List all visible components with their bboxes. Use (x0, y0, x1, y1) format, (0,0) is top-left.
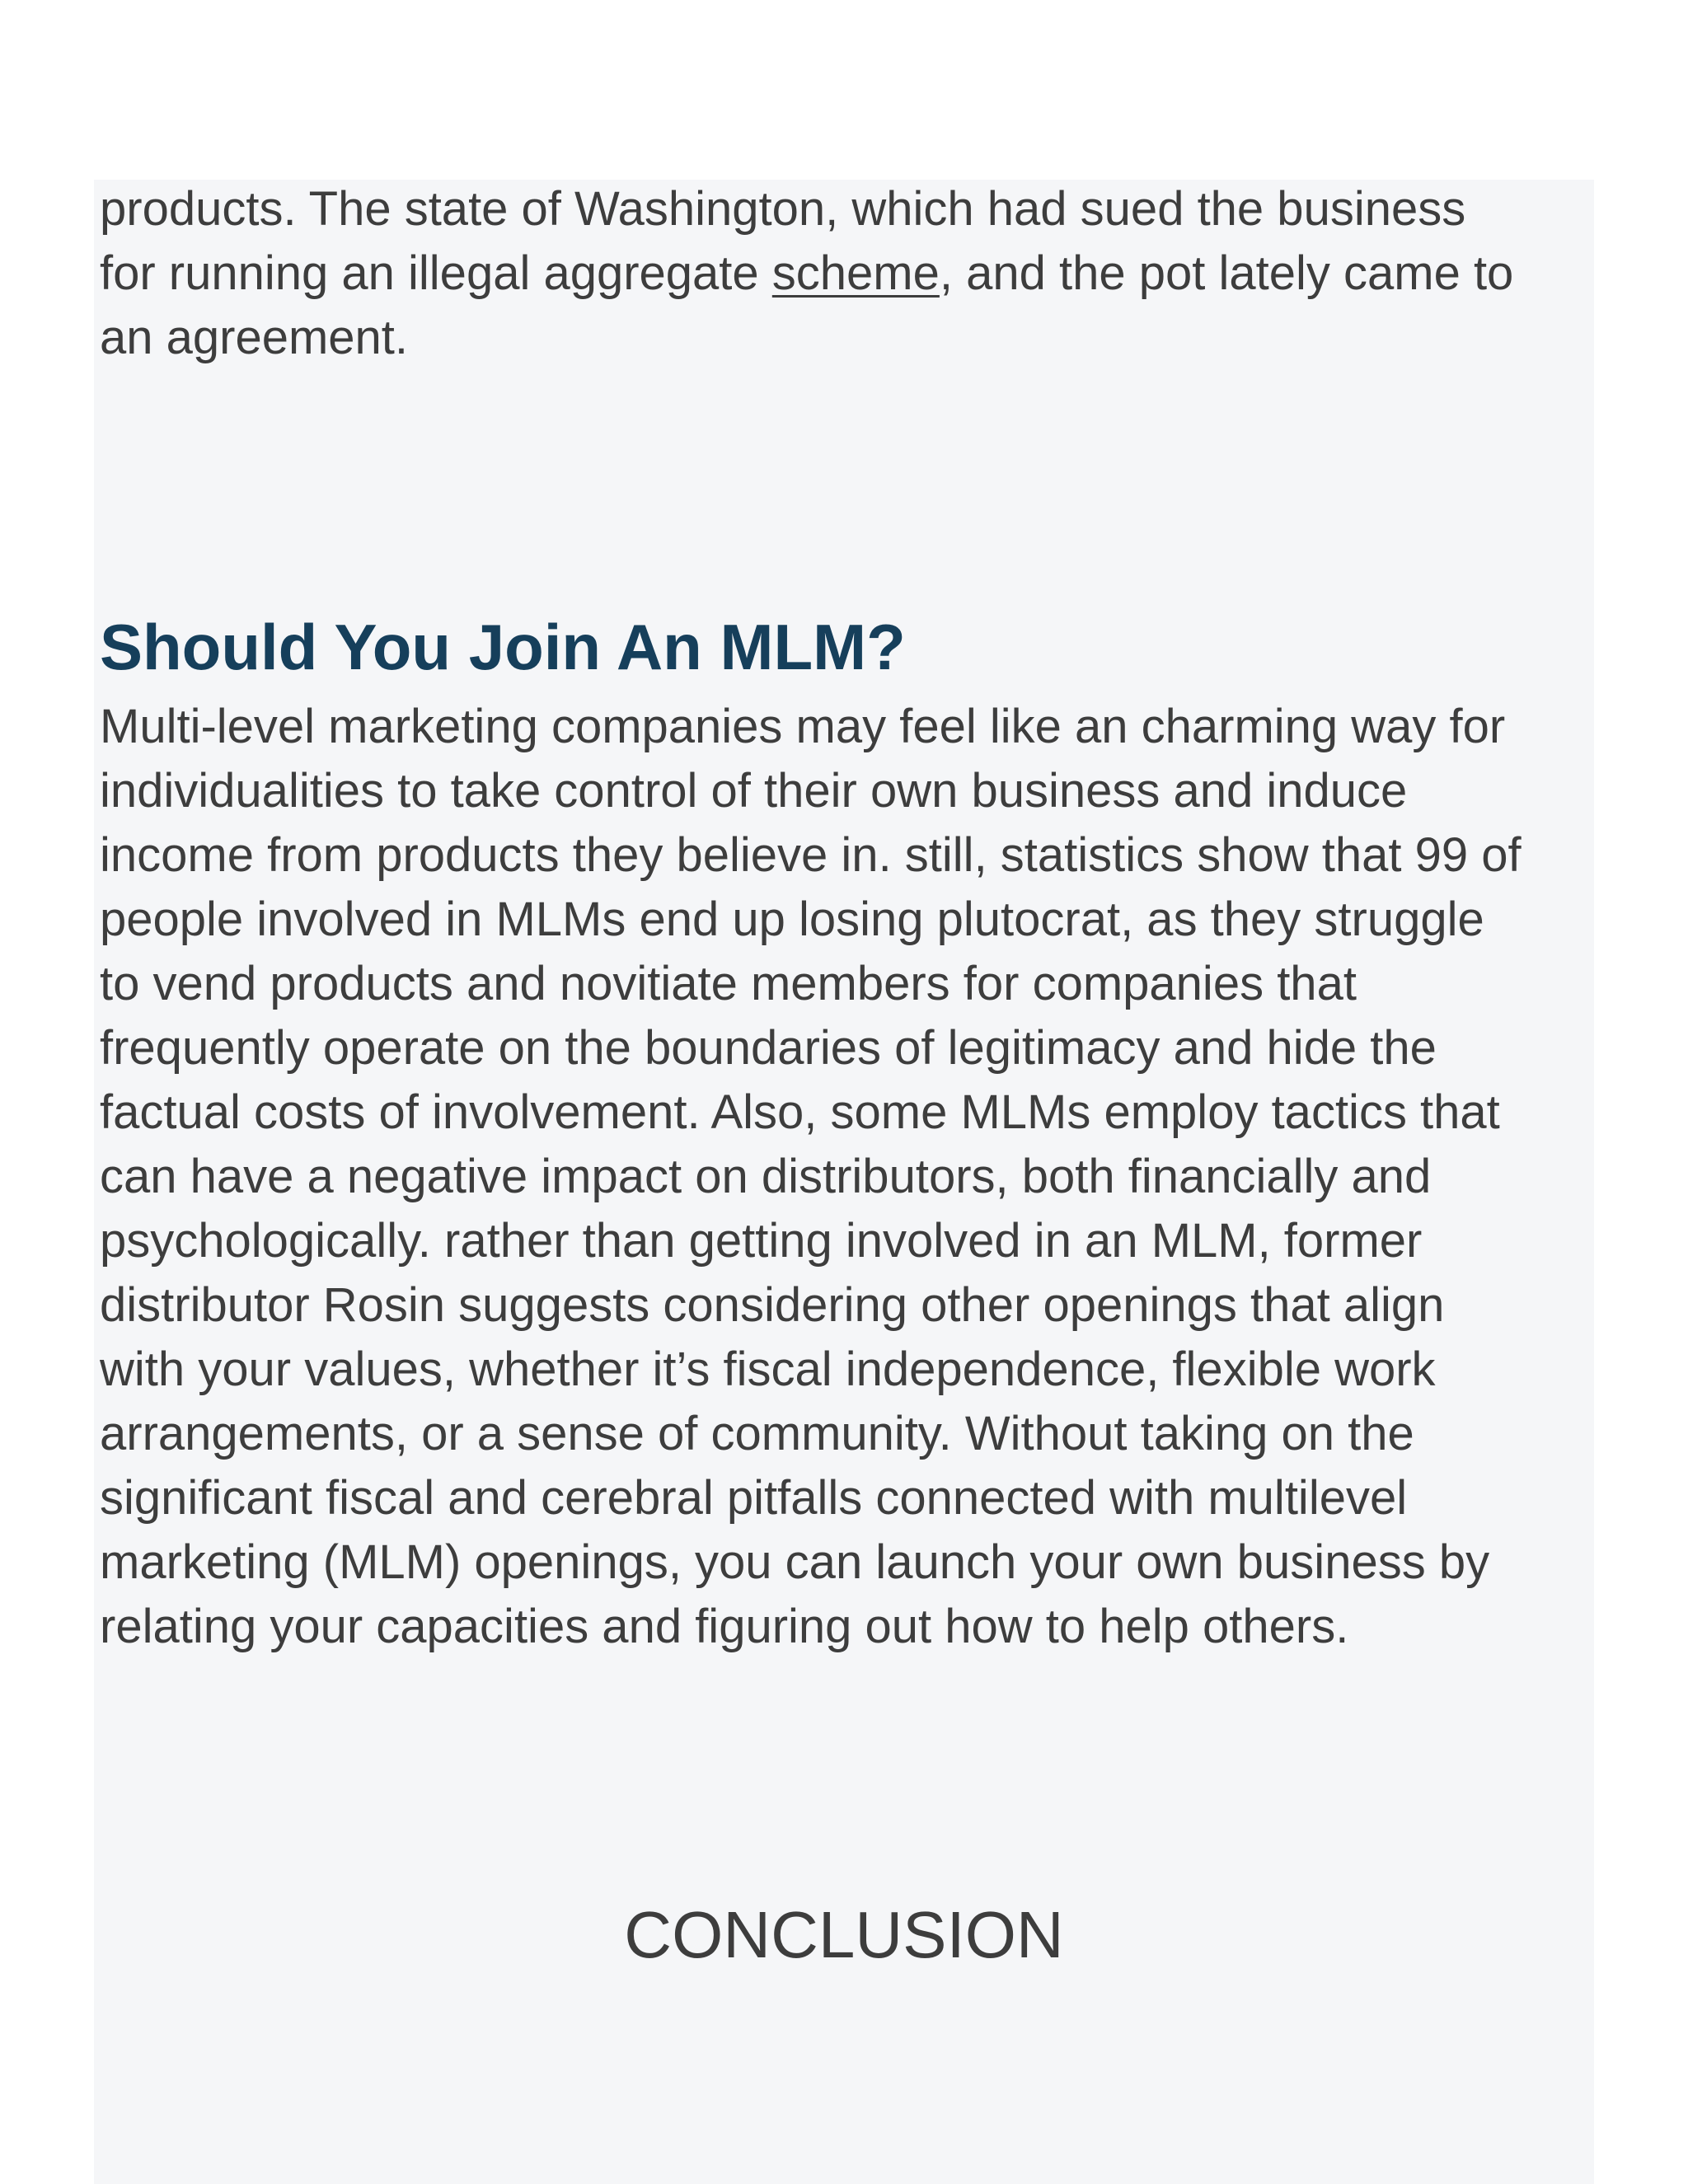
section-paragraph: Multi-level marketing companies may feel like an charming way for individualities to take control of their own business and induce income from products they believe in. still, statistics show that 99 of people involved in MLMs end up losing plutocrat, as they struggle to vend products and novitiate members for companies that frequently operate on the boundaries of legitimacy and hide the factual costs of involvement. Also, some MLMs employ tactics that can have a negative impact on distributors, both financially and psychologically. rather than getting involved in an MLM, former distributor Rosin suggests considering other openings that align with your values, whether it’s fiscal independence, flexible work arrangements, or a sense of community. Without taking on the significant fiscal and cerebral pitfalls connected with multilevel marketing (MLM) openings, you can launch your own business by relating your capacities and figuring out how to help others. (100, 700, 1522, 1653)
scheme-link[interactable]: scheme (771, 246, 940, 300)
intro-text-after-link: , and the pot lately came to an agreement. (100, 246, 1514, 364)
intro-text-before-link: products. The state of Washington, which had sued the business for running an illegal aggregate (100, 182, 1466, 300)
section-heading: Should You Join An MLM? (100, 611, 906, 683)
intro-paragraph (100, 177, 1583, 370)
conclusion-heading: CONCLUSION (624, 1898, 1064, 1971)
